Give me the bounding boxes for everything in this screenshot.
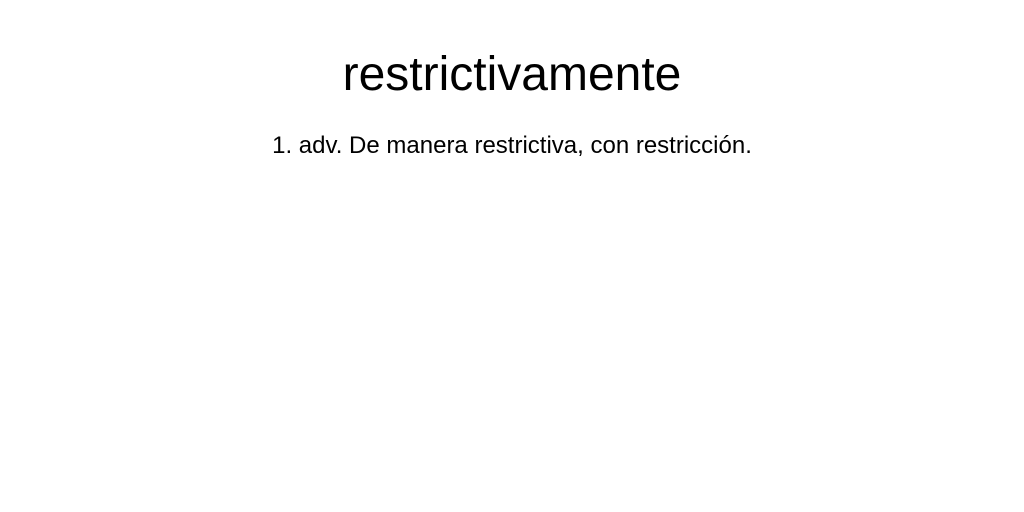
headword: restrictivamente <box>342 48 682 101</box>
definition-1: 1. adv. De manera restrictiva, con restricción. <box>272 132 752 159</box>
